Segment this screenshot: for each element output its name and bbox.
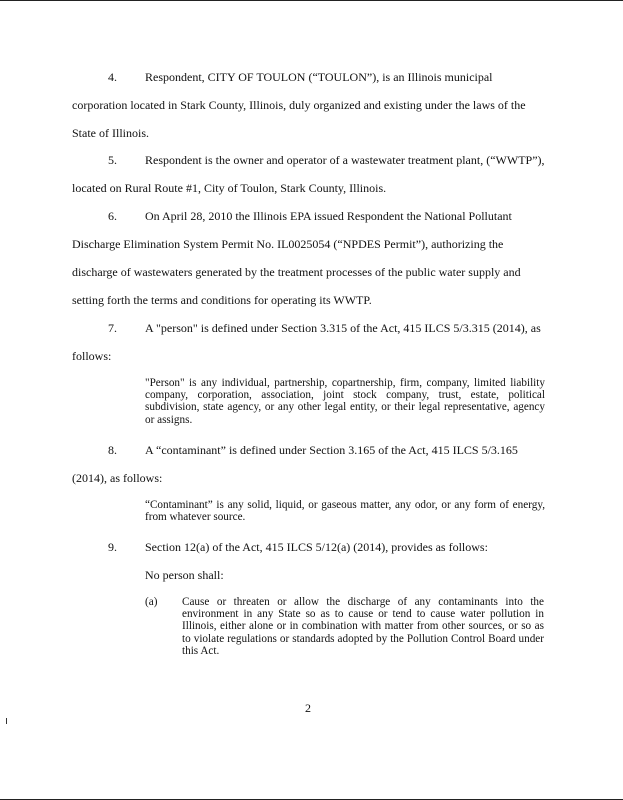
subsection-a-text: Cause or threaten or allow the discharge of any contaminants into the environment in any State so as to cause or tend to cause water pollution in Illinois, either alone or in combination with matter from other sources, or so as to violate regulations or standards adopted by the Pollution Control Board under this Act.: [182, 596, 544, 657]
paragraph-6-number: 6.: [108, 209, 117, 223]
paragraph-5-number: 5.: [108, 153, 117, 167]
no-person-shall-lead: No person shall:: [145, 568, 224, 582]
top-border: [0, 0, 623, 1]
person-definition-quote: "Person" is any individual, partnership, copartnership, firm, company, limited liability company, corporation, association, joint stock company, trust, estate, political subdivision, state agency, or any other legal entity, or their legal representative, agency or assigns.: [145, 377, 545, 426]
paragraph-5-line-2: located on Rural Route #1, City of Toulon, Stark County, Illinois.: [72, 181, 387, 195]
paragraph-4-line-3: State of Illinois.: [72, 126, 149, 140]
paragraph-8-line-1: A “contaminant” is defined under Section 3.165 of the Act, 415 ILCS 5/3.165: [145, 443, 518, 457]
paragraph-6-line-4: setting forth the terms and conditions for operating its WWTP.: [72, 293, 372, 307]
paragraph-7-line-1: A "person" is defined under Section 3.315 of the Act, 415 ILCS 5/3.315 (2014), as: [145, 321, 541, 335]
paragraph-4-line-1: Respondent, CITY OF TOULON (“TOULON”), is an Illinois municipal: [145, 70, 493, 84]
paragraph-6-line-1: On April 28, 2010 the Illinois EPA issued Respondent the National Pollutant: [145, 209, 512, 223]
subsection-a-label: (a): [145, 596, 158, 608]
page-number: 2: [305, 701, 311, 715]
paragraph-6-line-2: Discharge Elimination System Permit No. IL0025054 (“NPDES Permit”), authorizing the: [72, 237, 504, 251]
paragraph-5-line-1: Respondent is the owner and operator of a wastewater treatment plant, (“WWTP”),: [145, 153, 545, 167]
paragraph-6-line-3: discharge of wastewaters generated by the treatment processes of the public water supply and: [72, 265, 521, 279]
paragraph-4-number: 4.: [108, 70, 117, 84]
paragraph-7-number: 7.: [108, 321, 117, 335]
paragraph-9-line-1: Section 12(a) of the Act, 415 ILCS 5/12(a) (2014), provides as follows:: [145, 540, 488, 554]
contaminant-definition-quote: “Contaminant” is any solid, liquid, or gaseous matter, any odor, or any form of energy, from whatever source.: [145, 499, 545, 524]
paragraph-8-line-2: (2014), as follows:: [72, 471, 163, 485]
paragraph-9-number: 9.: [108, 540, 117, 554]
scan-margin-mark: [6, 718, 7, 724]
paragraph-4-line-2: corporation located in Stark County, Illinois, duly organized and existing under the laws of the: [72, 98, 526, 112]
paragraph-8-number: 8.: [108, 443, 117, 457]
paragraph-7-line-2: follows:: [72, 349, 112, 363]
